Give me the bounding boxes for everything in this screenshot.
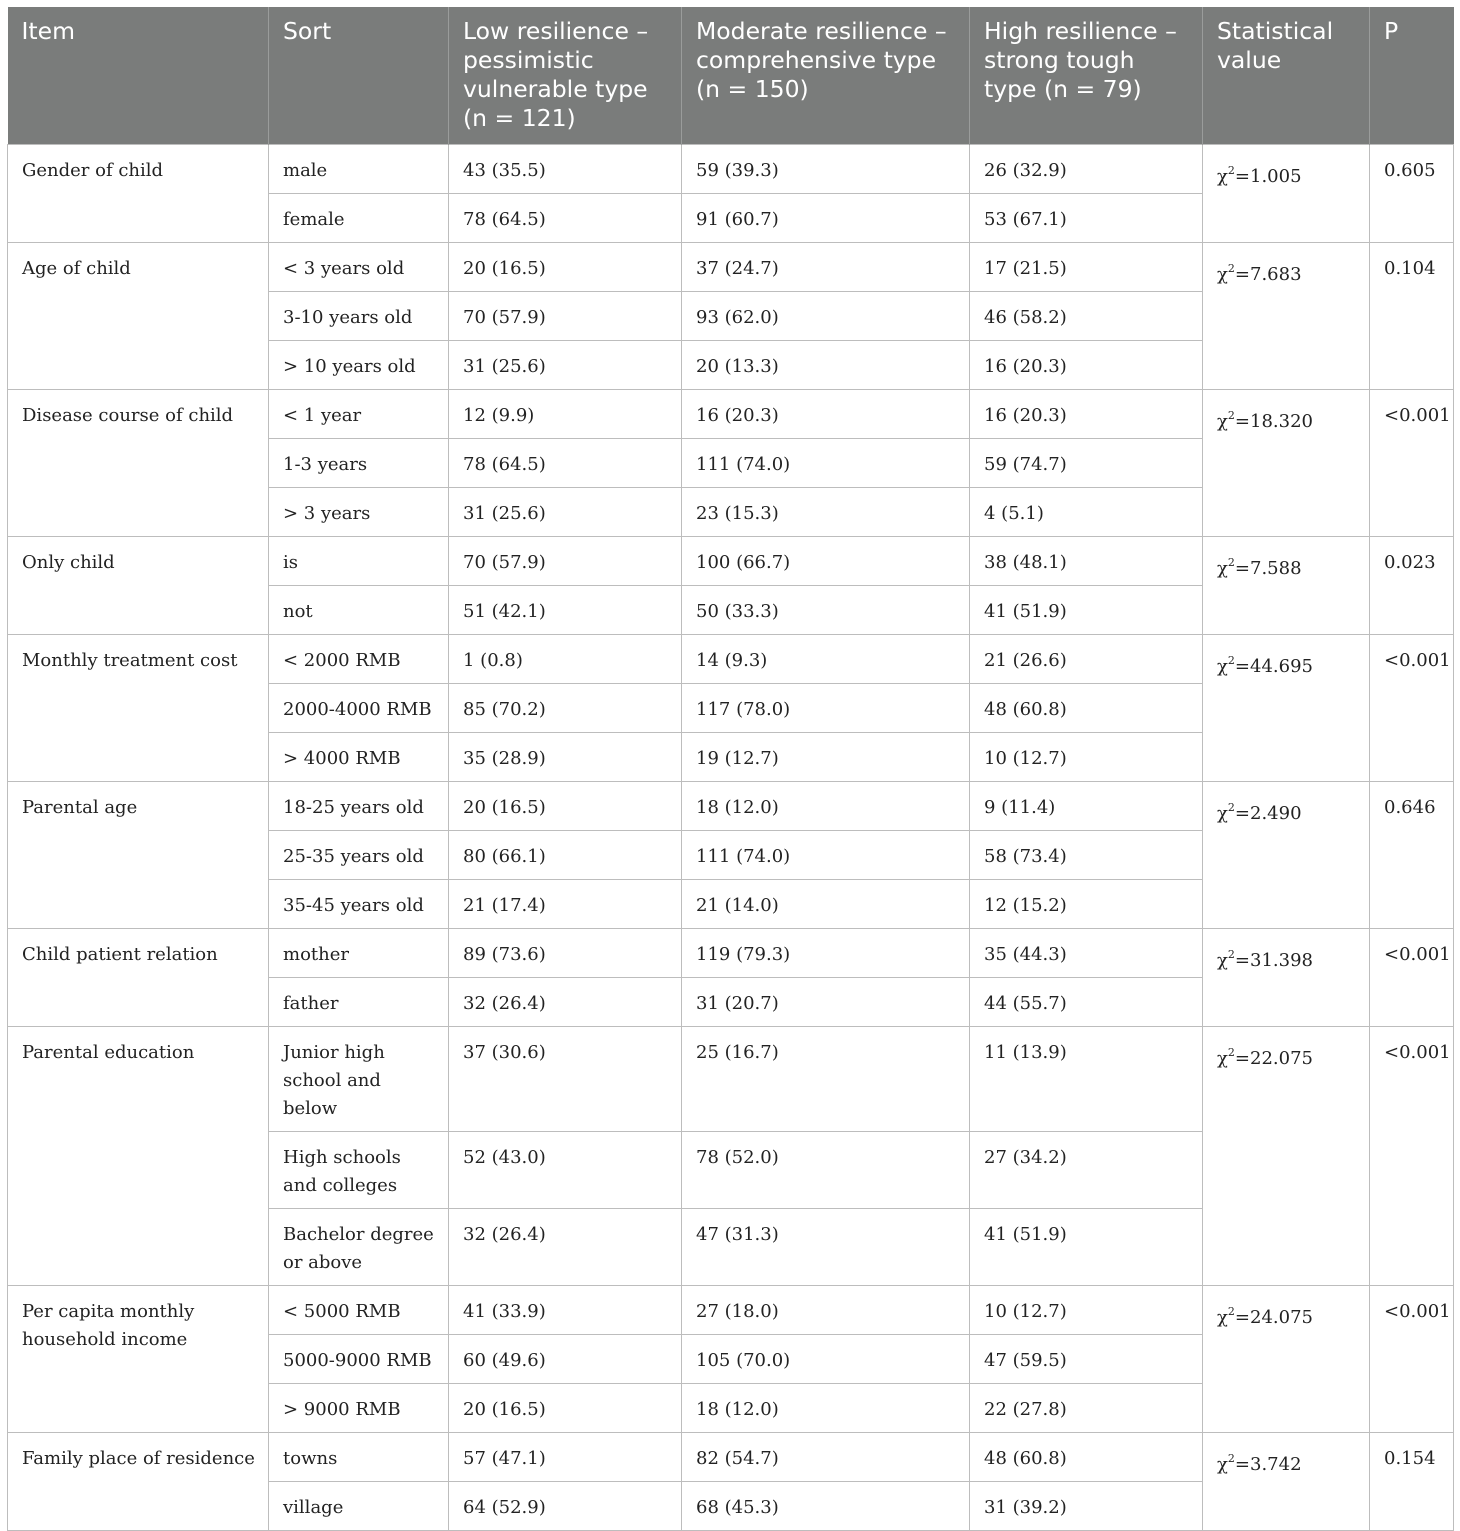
low-resilience-cell: 41 (33.9) (449, 1286, 682, 1335)
chi-superscript: 2 (1227, 948, 1235, 961)
table-row (8, 1286, 1454, 1335)
high-resilience-cell: 10 (12.7) (970, 733, 1203, 782)
moderate-resilience-cell: 100 (66.7) (682, 537, 970, 586)
low-resilience-cell: 37 (30.6) (449, 1027, 682, 1132)
chi-symbol: χ (1217, 1048, 1228, 1069)
low-resilience-cell: 20 (16.5) (449, 782, 682, 831)
low-resilience-cell: 32 (26.4) (449, 978, 682, 1027)
header-p: P (1370, 7, 1454, 145)
header-high-resilience: High resilience – strong tough type (n = 79) (970, 7, 1203, 145)
sort-cell: female (269, 194, 449, 243)
high-resilience-cell: 48 (60.8) (970, 684, 1203, 733)
low-resilience-cell: 31 (25.6) (449, 488, 682, 537)
moderate-resilience-cell: 20 (13.3) (682, 341, 970, 390)
p-value-cell: 0.154 (1370, 1433, 1454, 1531)
low-resilience-cell: 35 (28.9) (449, 733, 682, 782)
moderate-resilience-cell: 50 (33.3) (682, 586, 970, 635)
sort-cell: not (269, 586, 449, 635)
low-resilience-cell: 78 (64.5) (449, 194, 682, 243)
data-table (7, 7, 1454, 1531)
chi-superscript: 2 (1227, 262, 1235, 275)
low-resilience-cell: 85 (70.2) (449, 684, 682, 733)
high-resilience-cell: 35 (44.3) (970, 929, 1203, 978)
statistical-value: =18.320 (1234, 411, 1313, 432)
moderate-resilience-cell: 82 (54.7) (682, 1433, 970, 1482)
low-resilience-cell: 57 (47.1) (449, 1433, 682, 1482)
moderate-resilience-cell: 14 (9.3) (682, 635, 970, 684)
high-resilience-cell: 4 (5.1) (970, 488, 1203, 537)
chi-symbol: χ (1217, 1454, 1228, 1475)
low-resilience-cell: 70 (57.9) (449, 292, 682, 341)
item-cell: Parental education (8, 1027, 269, 1286)
high-resilience-cell: 41 (51.9) (970, 586, 1203, 635)
moderate-resilience-cell: 18 (12.0) (682, 782, 970, 831)
chi-symbol: χ (1217, 166, 1228, 187)
table-row (8, 1027, 1454, 1132)
header-sort: Sort (269, 7, 449, 145)
high-resilience-cell: 41 (51.9) (970, 1209, 1203, 1286)
moderate-resilience-cell: 16 (20.3) (682, 390, 970, 439)
statistical-value: =7.588 (1234, 558, 1302, 579)
statistical-value-cell (1203, 1027, 1370, 1286)
header-moderate-resilience: Moderate resilience – comprehensive type (n = 150) (682, 7, 970, 145)
p-value-cell: <0.001 (1370, 635, 1454, 782)
high-resilience-cell: 16 (20.3) (970, 390, 1203, 439)
p-value-cell: 0.023 (1370, 537, 1454, 635)
item-cell: Per capita monthly household income (8, 1286, 269, 1433)
chi-superscript: 2 (1227, 409, 1235, 422)
sort-cell: village (269, 1482, 449, 1531)
item-cell: Family place of residence (8, 1433, 269, 1531)
moderate-resilience-cell: 27 (18.0) (682, 1286, 970, 1335)
high-resilience-cell: 17 (21.5) (970, 243, 1203, 292)
header-low-resilience: Low resilience – pessimistic vulnerable type (n = 121) (449, 7, 682, 145)
low-resilience-cell: 20 (16.5) (449, 1384, 682, 1433)
statistical-value: =7.683 (1234, 264, 1302, 285)
table-row (8, 635, 1454, 684)
moderate-resilience-cell: 37 (24.7) (682, 243, 970, 292)
sort-cell: 2000-4000 RMB (269, 684, 449, 733)
p-value-cell: <0.001 (1370, 1286, 1454, 1433)
moderate-resilience-cell: 18 (12.0) (682, 1384, 970, 1433)
moderate-resilience-cell: 19 (12.7) (682, 733, 970, 782)
low-resilience-cell: 20 (16.5) (449, 243, 682, 292)
statistical-value: =22.075 (1234, 1048, 1313, 1069)
chi-symbol: χ (1217, 950, 1228, 971)
chi-superscript: 2 (1227, 1452, 1235, 1465)
item-cell: Child patient relation (8, 929, 269, 1027)
p-value-cell: <0.001 (1370, 390, 1454, 537)
table-row (8, 537, 1454, 586)
moderate-resilience-cell: 59 (39.3) (682, 145, 970, 194)
table-row (8, 1433, 1454, 1482)
low-resilience-cell: 31 (25.6) (449, 341, 682, 390)
statistical-value: =3.742 (1234, 1454, 1302, 1475)
chi-superscript: 2 (1227, 1046, 1235, 1059)
table-body (8, 145, 1454, 1531)
moderate-resilience-cell: 91 (60.7) (682, 194, 970, 243)
table-header (8, 7, 1454, 145)
low-resilience-cell: 89 (73.6) (449, 929, 682, 978)
moderate-resilience-cell: 93 (62.0) (682, 292, 970, 341)
low-resilience-cell: 12 (9.9) (449, 390, 682, 439)
header-item: Item (8, 7, 269, 145)
moderate-resilience-cell: 31 (20.7) (682, 978, 970, 1027)
statistical-value-cell (1203, 145, 1370, 243)
low-resilience-cell: 64 (52.9) (449, 1482, 682, 1531)
statistical-value: =2.490 (1234, 803, 1302, 824)
item-cell: Disease course of child (8, 390, 269, 537)
low-resilience-cell: 70 (57.9) (449, 537, 682, 586)
chi-symbol: χ (1217, 558, 1228, 579)
moderate-resilience-cell: 23 (15.3) (682, 488, 970, 537)
statistical-value: =24.075 (1234, 1307, 1313, 1328)
low-resilience-cell: 21 (17.4) (449, 880, 682, 929)
moderate-resilience-cell: 68 (45.3) (682, 1482, 970, 1531)
table-row (8, 145, 1454, 194)
high-resilience-cell: 44 (55.7) (970, 978, 1203, 1027)
sort-cell: < 1 year (269, 390, 449, 439)
high-resilience-cell: 16 (20.3) (970, 341, 1203, 390)
sort-cell: 25-35 years old (269, 831, 449, 880)
high-resilience-cell: 58 (73.4) (970, 831, 1203, 880)
statistical-value-cell (1203, 1286, 1370, 1433)
moderate-resilience-cell: 47 (31.3) (682, 1209, 970, 1286)
chi-superscript: 2 (1227, 556, 1235, 569)
moderate-resilience-cell: 21 (14.0) (682, 880, 970, 929)
low-resilience-cell: 52 (43.0) (449, 1132, 682, 1209)
chi-superscript: 2 (1227, 164, 1235, 177)
moderate-resilience-cell: 117 (78.0) (682, 684, 970, 733)
sort-cell: is (269, 537, 449, 586)
sort-cell: mother (269, 929, 449, 978)
moderate-resilience-cell: 111 (74.0) (682, 439, 970, 488)
moderate-resilience-cell: 111 (74.0) (682, 831, 970, 880)
statistical-value-cell (1203, 537, 1370, 635)
moderate-resilience-cell: 119 (79.3) (682, 929, 970, 978)
chi-superscript: 2 (1227, 801, 1235, 814)
sort-cell: 18-25 years old (269, 782, 449, 831)
low-resilience-cell: 78 (64.5) (449, 439, 682, 488)
low-resilience-cell: 32 (26.4) (449, 1209, 682, 1286)
header-row (8, 7, 1454, 145)
statistical-value-cell (1203, 243, 1370, 390)
moderate-resilience-cell: 78 (52.0) (682, 1132, 970, 1209)
p-value-cell: <0.001 (1370, 1027, 1454, 1286)
chi-symbol: χ (1217, 1307, 1228, 1328)
high-resilience-cell: 53 (67.1) (970, 194, 1203, 243)
chi-symbol: χ (1217, 411, 1228, 432)
high-resilience-cell: 59 (74.7) (970, 439, 1203, 488)
high-resilience-cell: 47 (59.5) (970, 1335, 1203, 1384)
sort-cell: Bachelor degree or above (269, 1209, 449, 1286)
moderate-resilience-cell: 105 (70.0) (682, 1335, 970, 1384)
sort-cell: 5000-9000 RMB (269, 1335, 449, 1384)
sort-cell: Junior high school and below (269, 1027, 449, 1132)
statistical-value: =1.005 (1234, 166, 1302, 187)
p-value-cell: 0.605 (1370, 145, 1454, 243)
chi-symbol: χ (1217, 264, 1228, 285)
low-resilience-cell: 51 (42.1) (449, 586, 682, 635)
high-resilience-cell: 12 (15.2) (970, 880, 1203, 929)
p-value-cell: <0.001 (1370, 929, 1454, 1027)
statistical-value-cell (1203, 390, 1370, 537)
sort-cell: < 2000 RMB (269, 635, 449, 684)
sort-cell: towns (269, 1433, 449, 1482)
item-cell: Gender of child (8, 145, 269, 243)
statistical-value: =31.398 (1234, 950, 1313, 971)
table-row (8, 390, 1454, 439)
sort-cell: High schools and colleges (269, 1132, 449, 1209)
chi-symbol: χ (1217, 803, 1228, 824)
sort-cell: 3-10 years old (269, 292, 449, 341)
high-resilience-cell: 11 (13.9) (970, 1027, 1203, 1132)
sort-cell: 35-45 years old (269, 880, 449, 929)
table-row (8, 929, 1454, 978)
high-resilience-cell: 9 (11.4) (970, 782, 1203, 831)
low-resilience-cell: 43 (35.5) (449, 145, 682, 194)
statistical-value-cell (1203, 635, 1370, 782)
sort-cell: > 9000 RMB (269, 1384, 449, 1433)
sort-cell: > 4000 RMB (269, 733, 449, 782)
sort-cell: > 10 years old (269, 341, 449, 390)
statistical-value-cell (1203, 1433, 1370, 1531)
low-resilience-cell: 80 (66.1) (449, 831, 682, 880)
statistical-value-cell (1203, 929, 1370, 1027)
chi-superscript: 2 (1227, 1305, 1235, 1318)
table-row (8, 243, 1454, 292)
high-resilience-cell: 27 (34.2) (970, 1132, 1203, 1209)
high-resilience-cell: 46 (58.2) (970, 292, 1203, 341)
moderate-resilience-cell: 25 (16.7) (682, 1027, 970, 1132)
sort-cell: 1-3 years (269, 439, 449, 488)
sort-cell: < 5000 RMB (269, 1286, 449, 1335)
high-resilience-cell: 48 (60.8) (970, 1433, 1203, 1482)
high-resilience-cell: 31 (39.2) (970, 1482, 1203, 1531)
table-row (8, 782, 1454, 831)
statistical-value: =44.695 (1234, 656, 1313, 677)
high-resilience-cell: 26 (32.9) (970, 145, 1203, 194)
sort-cell: father (269, 978, 449, 1027)
item-cell: Only child (8, 537, 269, 635)
statistical-value-cell (1203, 782, 1370, 929)
sort-cell: < 3 years old (269, 243, 449, 292)
low-resilience-cell: 1 (0.8) (449, 635, 682, 684)
high-resilience-cell: 22 (27.8) (970, 1384, 1203, 1433)
sort-cell: > 3 years (269, 488, 449, 537)
sort-cell: male (269, 145, 449, 194)
p-value-cell: 0.646 (1370, 782, 1454, 929)
chi-symbol: χ (1217, 656, 1228, 677)
low-resilience-cell: 60 (49.6) (449, 1335, 682, 1384)
p-value-cell: 0.104 (1370, 243, 1454, 390)
item-cell: Age of child (8, 243, 269, 390)
header-statistical-value: Statistical value (1203, 7, 1370, 145)
item-cell: Parental age (8, 782, 269, 929)
chi-superscript: 2 (1227, 654, 1235, 667)
high-resilience-cell: 10 (12.7) (970, 1286, 1203, 1335)
item-cell: Monthly treatment cost (8, 635, 269, 782)
high-resilience-cell: 21 (26.6) (970, 635, 1203, 684)
high-resilience-cell: 38 (48.1) (970, 537, 1203, 586)
